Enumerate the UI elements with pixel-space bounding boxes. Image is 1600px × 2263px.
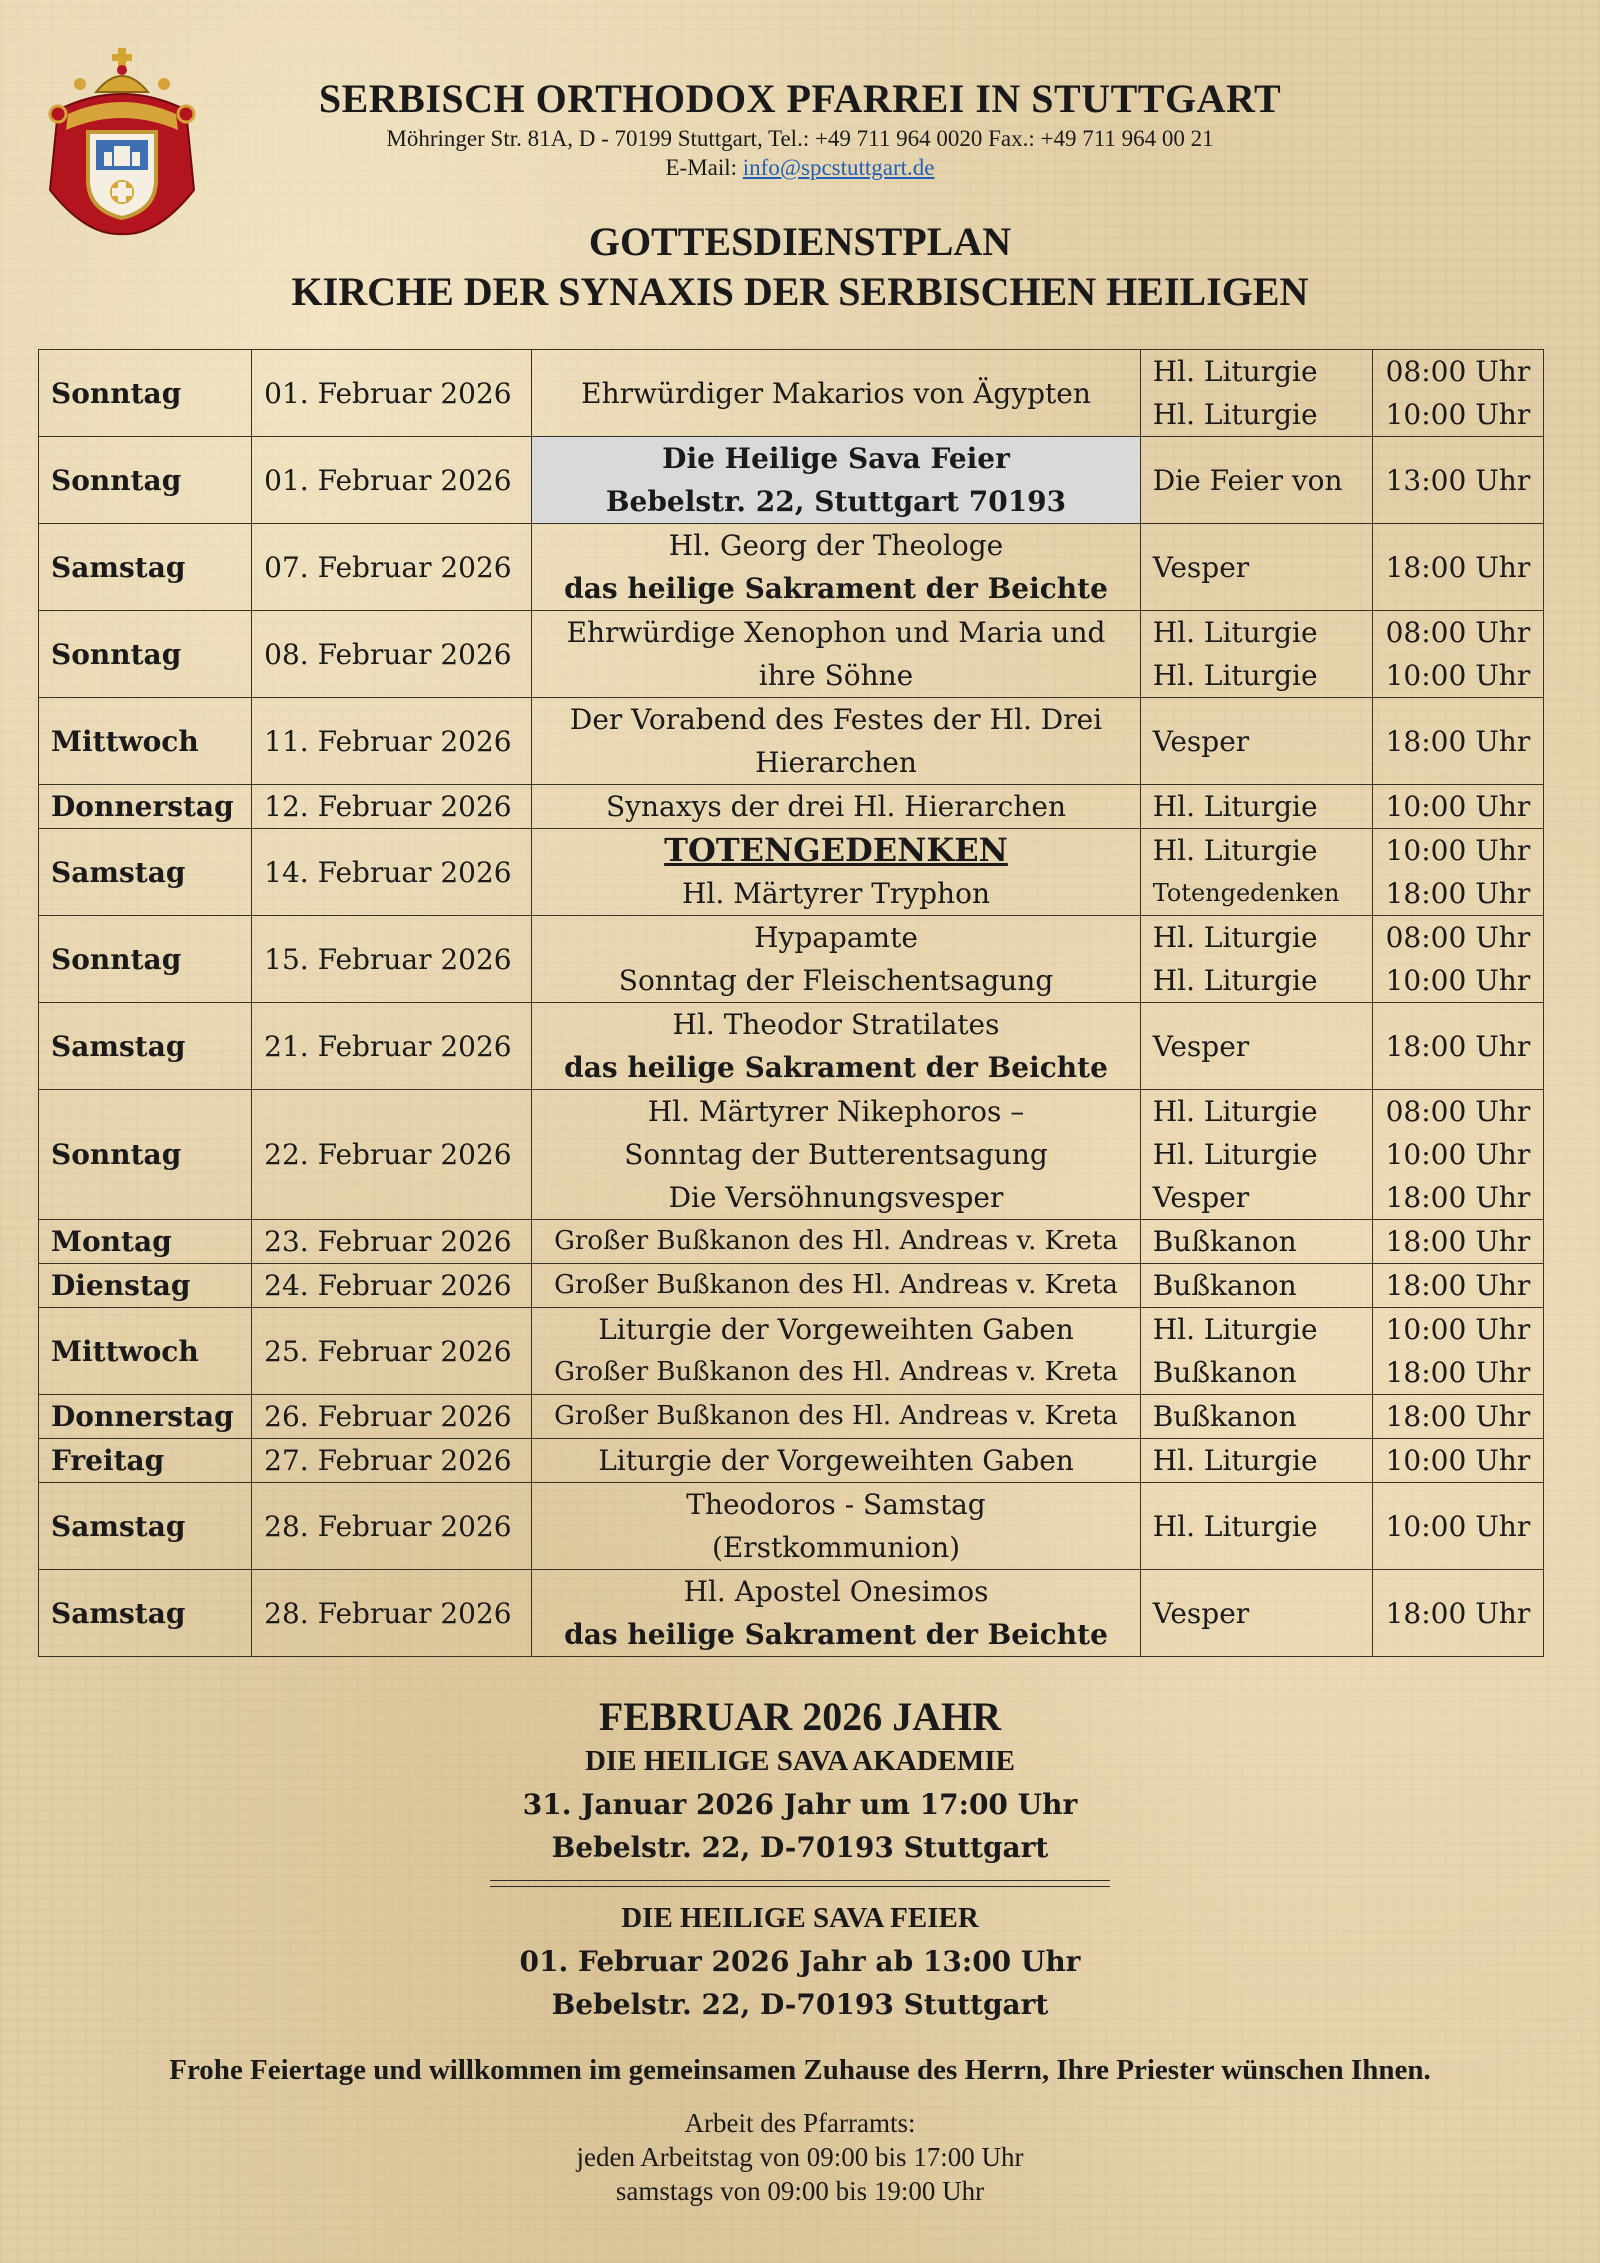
service-cell — [1140, 698, 1372, 785]
event-line: Theodoros - Samstag — [686, 1488, 986, 1521]
time-line: 10:00 Uhr — [1385, 398, 1531, 431]
time-cell — [1372, 350, 1543, 437]
feier-address: Bebelstr. 22, D-70193 Stuttgart — [551, 1988, 1049, 2021]
event-line: ihre Söhne — [758, 659, 914, 692]
time-cell — [1372, 1264, 1543, 1308]
service-line: Hl. Liturgie — [1152, 1444, 1318, 1477]
email-label: E-Mail: — [665, 155, 738, 180]
table-row — [39, 1264, 1544, 1308]
date-cell: 01. Februar 2026 — [252, 350, 532, 437]
event-line: das heilige Sakrament der Beichte — [564, 1051, 1108, 1084]
table-row — [39, 1308, 1544, 1395]
email-link[interactable]: info@spcstuttgart.de — [742, 155, 935, 180]
time-line: 18:00 Uhr — [1385, 1269, 1531, 1302]
date-cell: 24. Februar 2026 — [252, 1264, 532, 1308]
akademie-date: 31. Januar 2026 Jahr um 17:00 Uhr — [522, 1788, 1078, 1821]
service-line: Hl. Liturgie — [1152, 964, 1318, 997]
event-line: Hl. Märtyrer Tryphon — [682, 877, 990, 910]
time-cell — [1372, 1395, 1543, 1439]
time-cell — [1372, 1308, 1543, 1395]
time-line: 10:00 Uhr — [1385, 1444, 1531, 1477]
table-row — [39, 1483, 1544, 1570]
time-line: 18:00 Uhr — [1385, 1181, 1531, 1214]
event-cell — [532, 524, 1140, 611]
event-line: Ehrwürdiger Makarios von Ägypten — [581, 376, 1091, 410]
event-line: Hl. Apostel Onesimos — [683, 1575, 989, 1608]
parish-address: Möhringer Str. 81A, D - 70199 Stuttgart, Tel.: +49 711 964 0020 Fax.: +49 711 964 00 21 — [386, 126, 1214, 151]
day-cell: Sonntag — [39, 437, 252, 524]
service-line: Hl. Liturgie — [1152, 659, 1318, 692]
service-cell — [1140, 611, 1372, 698]
time-cell — [1372, 1483, 1543, 1570]
event-cell — [532, 611, 1140, 698]
time-line: 18:00 Uhr — [1385, 1596, 1531, 1630]
time-cell — [1372, 524, 1543, 611]
time-line: 18:00 Uhr — [1385, 550, 1531, 584]
event-line: Bebelstr. 22, Stuttgart 70193 — [605, 485, 1067, 518]
day-cell: Samstag — [39, 829, 252, 916]
service-line: Hl. Liturgie — [1152, 1313, 1318, 1346]
event-cell — [532, 829, 1140, 916]
event-line: Hl. Theodor Stratilates — [672, 1008, 1000, 1041]
event-cell — [532, 1090, 1140, 1220]
event-line: das heilige Sakrament der Beichte — [564, 572, 1108, 605]
service-line: Hl. Liturgie — [1152, 834, 1318, 867]
service-line: Bußkanon — [1152, 1400, 1297, 1433]
time-line: 10:00 Uhr — [1385, 1138, 1531, 1171]
event-line: Sonntag der Butterentsagung — [624, 1138, 1048, 1171]
event-line: das heilige Sakrament der Beichte — [564, 1618, 1108, 1651]
service-line: Bußkanon — [1152, 1356, 1297, 1389]
service-cell — [1140, 916, 1372, 1003]
time-line: 08:00 Uhr — [1385, 355, 1531, 388]
time-cell — [1372, 1570, 1543, 1657]
time-line: 10:00 Uhr — [1385, 790, 1531, 823]
table-row — [39, 1220, 1544, 1264]
time-line: 08:00 Uhr — [1385, 921, 1531, 954]
day-cell: Montag — [39, 1220, 252, 1264]
event-cell — [532, 916, 1140, 1003]
event-cell — [532, 1439, 1140, 1483]
event-cell — [532, 785, 1140, 829]
event-line: Großer Bußkanon des Hl. Andreas v. Kreta — [554, 1270, 1118, 1300]
event-cell — [532, 1220, 1140, 1264]
schedule-title: GOTTESDIENSTPLAN — [588, 219, 1012, 264]
table-row — [39, 916, 1544, 1003]
service-line: Vesper — [1152, 550, 1250, 584]
service-line: Bußkanon — [1152, 1269, 1297, 1302]
event-line: Ehrwürdige Xenophon und Maria und — [566, 616, 1106, 649]
table-row — [39, 524, 1544, 611]
service-cell — [1140, 350, 1372, 437]
service-line: Hl. Liturgie — [1152, 921, 1318, 954]
day-cell: Donnerstag — [39, 1395, 252, 1439]
service-line: Die Feier von — [1152, 463, 1343, 497]
event-line: Die Heilige Sava Feier — [662, 442, 1010, 475]
table-row — [39, 1439, 1544, 1483]
event-line: Synaxys der drei Hl. Hierarchen — [605, 790, 1067, 823]
time-line: 10:00 Uhr — [1385, 964, 1531, 997]
office-hours-weekdays: jeden Arbeitstag von 09:00 bis 17:00 Uhr — [576, 2142, 1024, 2172]
time-line: 18:00 Uhr — [1385, 1400, 1531, 1433]
date-cell: 21. Februar 2026 — [252, 1003, 532, 1090]
day-cell: Dienstag — [39, 1264, 252, 1308]
service-schedule-table — [38, 349, 1544, 1657]
time-cell — [1372, 611, 1543, 698]
service-cell — [1140, 1439, 1372, 1483]
table-row — [39, 1003, 1544, 1090]
table-row — [39, 611, 1544, 698]
office-hours-title: Arbeit des Pfarramts: — [684, 2108, 916, 2138]
event-cell — [532, 350, 1140, 437]
event-cell — [532, 1570, 1140, 1657]
akademie-title: DIE HEILIGE SAVA AKADEMIE — [584, 1745, 1016, 1777]
event-line: Großer Bußkanon des Hl. Andreas v. Kreta — [554, 1401, 1118, 1431]
time-cell — [1372, 1220, 1543, 1264]
table-row — [39, 829, 1544, 916]
date-cell: 28. Februar 2026 — [252, 1570, 532, 1657]
event-cell — [532, 1264, 1140, 1308]
service-line: Hl. Liturgie — [1152, 1138, 1318, 1171]
office-hours-saturday: samstags von 09:00 bis 19:00 Uhr — [615, 2176, 985, 2206]
event-line: Großer Bußkanon des Hl. Andreas v. Kreta — [554, 1226, 1118, 1256]
service-cell — [1140, 1395, 1372, 1439]
service-cell — [1140, 437, 1372, 524]
time-cell — [1372, 916, 1543, 1003]
service-line: Vesper — [1152, 1029, 1250, 1063]
day-cell: Mittwoch — [39, 698, 252, 785]
event-line: Liturgie der Vorgeweihten Gaben — [598, 1444, 1074, 1477]
time-cell — [1372, 829, 1543, 916]
akademie-address: Bebelstr. 22, D-70193 Stuttgart — [551, 1831, 1049, 1864]
event-line: Großer Bußkanon des Hl. Andreas v. Kreta — [554, 1357, 1118, 1387]
time-cell — [1372, 437, 1543, 524]
greeting: Frohe Feiertage und willkommen im gemeinsamen Zuhause des Herrn, Ihre Priester wünschen Ihnen. — [169, 2054, 1431, 2086]
day-cell: Samstag — [39, 1003, 252, 1090]
event-cell — [532, 1003, 1140, 1090]
service-cell — [1140, 524, 1372, 611]
service-cell — [1140, 1090, 1372, 1220]
service-cell — [1140, 1264, 1372, 1308]
time-line: 10:00 Uhr — [1385, 834, 1531, 867]
event-line: (Erstkommunion) — [711, 1531, 961, 1564]
divider — [490, 1880, 1110, 1887]
time-line: 08:00 Uhr — [1385, 616, 1531, 649]
time-line: 08:00 Uhr — [1385, 1095, 1531, 1128]
service-line: Hl. Liturgie — [1152, 616, 1318, 649]
feier-date: 01. Februar 2026 Jahr ab 13:00 Uhr — [519, 1945, 1081, 1978]
service-cell — [1140, 1570, 1372, 1657]
date-cell: 26. Februar 2026 — [252, 1395, 532, 1439]
service-line: Hl. Liturgie — [1152, 1509, 1318, 1543]
day-cell: Samstag — [39, 1570, 252, 1657]
time-cell — [1372, 785, 1543, 829]
day-cell: Sonntag — [39, 1090, 252, 1220]
date-cell: 28. Februar 2026 — [252, 1483, 532, 1570]
service-line: Hl. Liturgie — [1152, 398, 1318, 431]
time-line: 13:00 Uhr — [1385, 463, 1531, 497]
date-cell: 01. Februar 2026 — [252, 437, 532, 524]
time-cell — [1372, 1439, 1543, 1483]
time-line: 10:00 Uhr — [1385, 1509, 1531, 1543]
parish-email-line — [0, 155, 1600, 181]
date-cell: 14. Februar 2026 — [252, 829, 532, 916]
event-cell — [532, 437, 1140, 524]
service-line: Vesper — [1152, 724, 1250, 758]
service-line: Bußkanon — [1152, 1225, 1297, 1258]
date-cell: 11. Februar 2026 — [252, 698, 532, 785]
feier-title: DIE HEILIGE SAVA FEIER — [621, 1902, 979, 1934]
date-cell: 12. Februar 2026 — [252, 785, 532, 829]
time-line: 18:00 Uhr — [1385, 1356, 1531, 1389]
service-cell — [1140, 1308, 1372, 1395]
event-line: Der Vorabend des Festes der Hl. Drei — [569, 703, 1103, 736]
event-line: Hl. Georg der Theologe — [668, 529, 1004, 562]
event-line: Hl. Märtyrer Nikephoros – — [647, 1095, 1025, 1128]
date-cell: 27. Februar 2026 — [252, 1439, 532, 1483]
day-cell: Freitag — [39, 1439, 252, 1483]
service-line: Hl. Liturgie — [1152, 355, 1318, 388]
service-cell — [1140, 1220, 1372, 1264]
day-cell: Sonntag — [39, 916, 252, 1003]
service-cell — [1140, 785, 1372, 829]
day-cell: Sonntag — [39, 611, 252, 698]
date-cell: 15. Februar 2026 — [252, 916, 532, 1003]
event-line: Hierarchen — [755, 746, 917, 779]
date-cell: 22. Februar 2026 — [252, 1090, 532, 1220]
service-line: Vesper — [1152, 1181, 1250, 1214]
time-cell — [1372, 698, 1543, 785]
event-line: Die Versöhnungsvesper — [668, 1181, 1004, 1214]
table-row — [39, 698, 1544, 785]
service-cell — [1140, 1483, 1372, 1570]
time-line: 18:00 Uhr — [1385, 1029, 1531, 1063]
service-cell — [1140, 1003, 1372, 1090]
table-row — [39, 1570, 1544, 1657]
table-row — [39, 350, 1544, 437]
time-line: 10:00 Uhr — [1385, 1313, 1531, 1346]
parish-title: SERBISCH ORTHODOX PFARREI IN STUTTGART — [318, 76, 1282, 121]
date-cell: 08. Februar 2026 — [252, 611, 532, 698]
time-line: 18:00 Uhr — [1385, 877, 1531, 910]
time-cell — [1372, 1003, 1543, 1090]
time-line: 10:00 Uhr — [1385, 659, 1531, 692]
table-row — [39, 437, 1544, 524]
event-cell — [532, 1308, 1140, 1395]
day-cell: Samstag — [39, 1483, 252, 1570]
table-row — [39, 785, 1544, 829]
day-cell: Donnerstag — [39, 785, 252, 829]
table-row — [39, 1090, 1544, 1220]
event-line: TOTENGEDENKEN — [664, 831, 1008, 869]
day-cell: Mittwoch — [39, 1308, 252, 1395]
service-line: Hl. Liturgie — [1152, 790, 1318, 823]
day-cell: Sonntag — [39, 350, 252, 437]
event-line: Sonntag der Fleischentsagung — [618, 964, 1054, 997]
event-cell — [532, 1483, 1140, 1570]
event-cell — [532, 1395, 1140, 1439]
service-line: Hl. Liturgie — [1152, 1095, 1318, 1128]
table-row — [39, 1395, 1544, 1439]
service-cell — [1140, 829, 1372, 916]
event-line: Hypapamte — [754, 921, 918, 954]
date-cell: 23. Februar 2026 — [252, 1220, 532, 1264]
event-cell — [532, 698, 1140, 785]
service-line: Vesper — [1152, 1596, 1250, 1630]
time-cell — [1372, 1090, 1543, 1220]
time-line: 18:00 Uhr — [1385, 724, 1531, 758]
date-cell: 25. Februar 2026 — [252, 1308, 532, 1395]
day-cell: Samstag — [39, 524, 252, 611]
time-line: 18:00 Uhr — [1385, 1225, 1531, 1258]
church-name: KIRCHE DER SYNAXIS DER SERBISCHEN HEILIGEN — [291, 269, 1309, 314]
month-heading: FEBRUAR 2026 JAHR — [598, 1694, 1002, 1739]
event-line: Liturgie der Vorgeweihten Gaben — [598, 1313, 1074, 1346]
service-line: Totengedenken — [1152, 879, 1340, 907]
date-cell: 07. Februar 2026 — [252, 524, 532, 611]
